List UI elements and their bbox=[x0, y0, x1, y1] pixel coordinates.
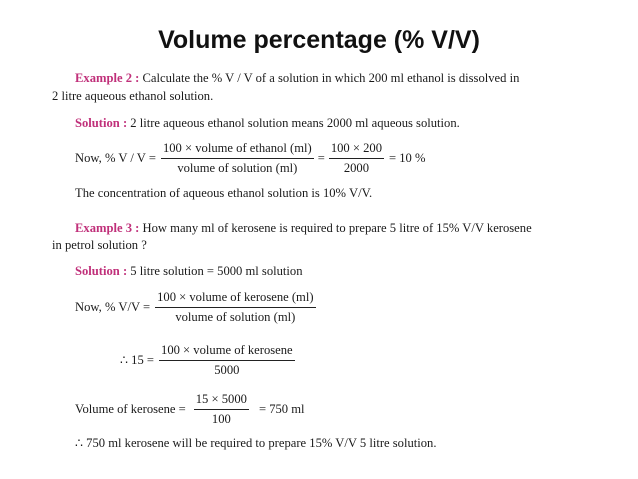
example2-equals: = bbox=[317, 151, 325, 165]
example3-fraction-3-denominator: 100 bbox=[211, 412, 231, 426]
example2-question-line2: 2 litre aqueous ethanol solution. bbox=[52, 89, 214, 103]
example3-equation-1 bbox=[75, 290, 316, 325]
example2-fraction-1-numerator: 100 × volume of ethanol (ml) bbox=[161, 141, 314, 159]
example3-conclusion: ∴ 750 ml kerosene will be required to prepare 15% V/V 5 litre solution. bbox=[75, 436, 437, 450]
example3-fraction-2 bbox=[159, 343, 295, 378]
example3-volume-text: Volume of kerosene = bbox=[75, 402, 186, 416]
example3-fraction-2-denominator: 5000 bbox=[214, 363, 240, 377]
example2-question-line1: Calculate the % V / V of a solution in which 200 ml ethanol is dissolved in bbox=[142, 71, 520, 85]
example3-fraction-3-numerator: 15 × 5000 bbox=[194, 392, 249, 410]
example2-conclusion: The concentration of aqueous ethanol solution is 10% V/V. bbox=[75, 186, 373, 200]
example2-equation bbox=[75, 141, 425, 176]
example2-fraction-2-numerator: 100 × 200 bbox=[329, 141, 384, 159]
example2-fraction-1 bbox=[161, 141, 314, 176]
example3-solution bbox=[75, 264, 303, 279]
example2-fraction-2-denominator: 2000 bbox=[343, 161, 369, 175]
example2-solution-label: Solution : bbox=[75, 116, 128, 130]
page-title: Volume percentage (% V/V) bbox=[158, 26, 480, 54]
example3-fraction-1-denominator: volume of solution (ml) bbox=[175, 310, 296, 324]
example2-solution-text: 2 litre aqueous ethanol solution means 2000 ml aqueous solution. bbox=[130, 116, 460, 130]
example2-now-text: Now, % V / V = bbox=[75, 151, 156, 165]
example3-equation-3 bbox=[75, 392, 305, 427]
example3-question-line2: in petrol solution ? bbox=[52, 238, 147, 252]
example2-label: Example 2 : bbox=[75, 71, 140, 85]
example2-solution bbox=[75, 116, 460, 131]
example3-question-line1: How many ml of kerosene is required to prepare 5 litre of 15% V/V kerosene bbox=[142, 221, 532, 235]
example2-fraction-2 bbox=[329, 141, 384, 176]
example2-fraction-1-denominator: volume of solution (ml) bbox=[177, 161, 298, 175]
example3-fraction-2-numerator: 100 × volume of kerosene bbox=[159, 343, 295, 361]
example3-fraction-1-numerator: 100 × volume of kerosene (ml) bbox=[155, 290, 315, 308]
example2-question bbox=[75, 71, 519, 86]
example3-now-text: Now, % V/V = bbox=[75, 300, 151, 314]
example3-volume-result: = 750 ml bbox=[258, 402, 305, 416]
example3-fraction-3 bbox=[194, 392, 249, 427]
example3-fraction-1 bbox=[155, 290, 315, 325]
example3-therefore-text: ∴ 15 = bbox=[120, 353, 155, 367]
example3-solution-label: Solution : bbox=[75, 264, 128, 278]
example3-label: Example 3 : bbox=[75, 221, 140, 235]
example3-equation-2 bbox=[120, 343, 295, 378]
example3-solution-text: 5 litre solution = 5000 ml solution bbox=[130, 264, 303, 278]
example2-result: = 10 % bbox=[389, 151, 426, 165]
example3-question bbox=[75, 221, 532, 236]
